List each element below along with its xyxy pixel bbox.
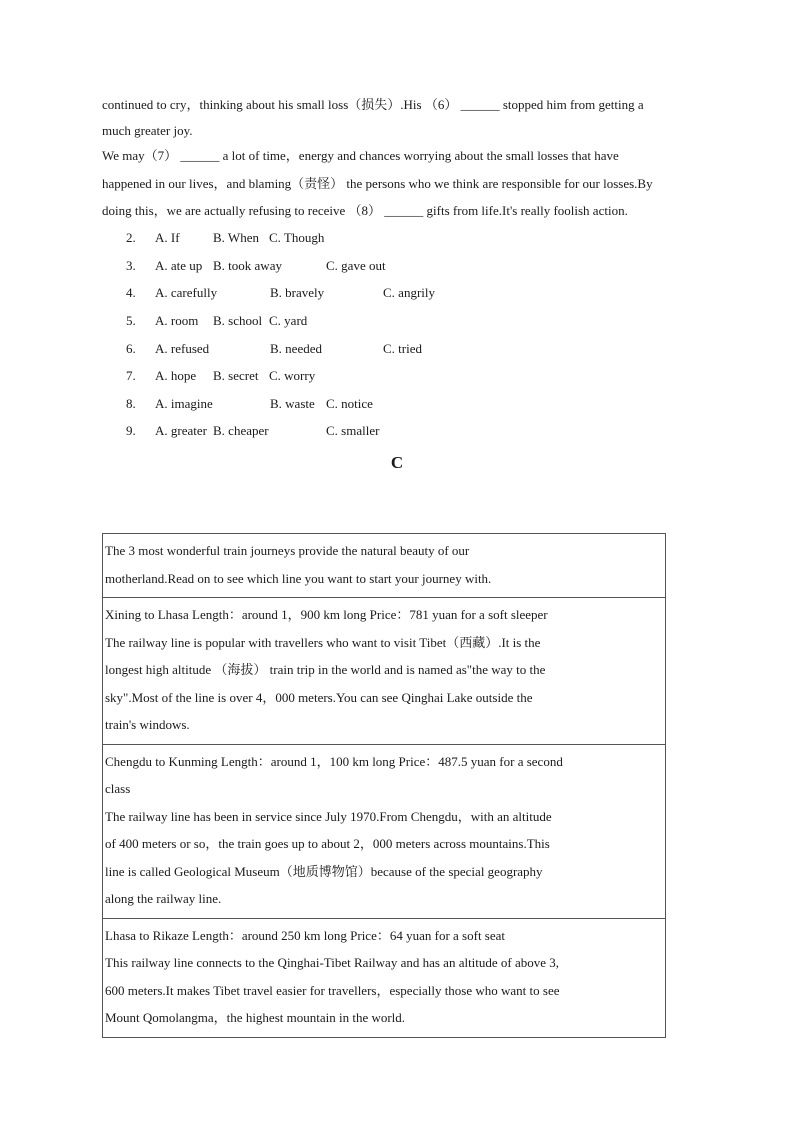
option-b: B. needed: [270, 341, 322, 356]
journey-text: 600 meters.It makes Tibet travel easier for travellers，especially those who want to see: [105, 982, 560, 998]
journey-text: train's windows.: [105, 717, 190, 732]
option-a: A. carefully: [155, 285, 218, 300]
question-number: 6.: [126, 341, 136, 356]
passage-line: continued to cry，thinking about his small loss（损失）.His （6） ______ stopped him from getting a: [102, 97, 644, 112]
journey-text: sky".Most of the line is over 4，000 meters.You can see Qinghai Lake outside the: [105, 689, 533, 705]
table-row: [103, 534, 666, 598]
journey-text: along the railway line.: [105, 891, 222, 906]
question-item: 2. A. If B. When C. Though: [126, 230, 325, 245]
journey-text: This railway line connects to the Qinghai-Tibet Railway and has an altitude of above 3,: [105, 955, 560, 970]
option-b: B. school: [213, 313, 263, 328]
option-c: C. smaller: [326, 423, 380, 438]
question-item: [126, 422, 379, 440]
journey-cell: [103, 918, 666, 1037]
passage-line: doing this，we are actually refusing to receive （8） ______ gifts from life.It's really foolish action.: [102, 203, 628, 218]
question-number: 7.: [126, 368, 136, 383]
journey-text: longest high altitude （海拔） train trip in the world and is named as"the way to the: [105, 662, 546, 677]
journey-cell: [103, 598, 666, 745]
option-c: C. gave out: [326, 258, 386, 273]
journey-cell: [103, 744, 666, 918]
question-item: [126, 395, 373, 413]
journey-text: line is called Geological Museum（地质博物馆）because of the special geography: [105, 863, 543, 879]
option-a: A. hope: [155, 368, 197, 383]
journey-header: Lhasa to Rikaze Length：around 250 km long Price：64 yuan for a soft seat: [105, 927, 506, 943]
journey-header: Chengdu to Kunming Length：around 1，100 km long Price：487.5 yuan for a second: [105, 753, 563, 769]
intro-line: motherland.Read on to see which line you want to start your journey with.: [105, 570, 492, 586]
option-c: C. notice: [326, 396, 373, 411]
table-row: [103, 744, 666, 918]
passage-line: We may（7） ______ a lot of time，energy and chances worrying about the small losses that have: [102, 148, 619, 163]
question-item: [126, 312, 307, 330]
question-number: 9.: [126, 423, 136, 438]
option-a: A. room: [155, 313, 199, 328]
option-a: A. ate up: [155, 258, 203, 273]
train-journeys-table: [102, 533, 666, 1038]
question-number: 8.: [126, 396, 136, 411]
option-a: A. greater: [155, 423, 207, 438]
option-a: A. imagine: [155, 396, 213, 411]
option-b: B. waste: [270, 396, 315, 411]
table-row: [103, 598, 666, 745]
table-row: [103, 918, 666, 1037]
option-b: B. cheaper: [213, 423, 269, 438]
option-a: A. refused: [155, 341, 210, 356]
journey-text: The railway line has been in service since July 1970.From Chengdu，with an altitude: [105, 808, 552, 824]
option-c: C. angrily: [383, 285, 435, 300]
option-c: C. Though: [269, 230, 325, 245]
option-a: A. If: [155, 230, 180, 245]
option-b: B. secret: [213, 368, 259, 383]
intro-line: The 3 most wonderful train journeys provide the natural beauty of our: [105, 543, 470, 558]
option-c: C. worry: [269, 368, 316, 383]
journey-text: Mount Qomolangma，the highest mountain in the world.: [105, 1010, 406, 1025]
question-item: [126, 367, 315, 385]
journey-text: The railway line is popular with travellers who want to visit Tibet（西藏）.It is the: [105, 634, 541, 650]
option-c: C. tried: [383, 341, 422, 356]
question-item: [126, 257, 386, 275]
passage-line: much greater joy.: [102, 123, 193, 138]
intro-cell: [103, 534, 666, 598]
question-number: 5.: [126, 313, 136, 328]
question-number: 3.: [126, 258, 136, 273]
journey-header: class: [105, 781, 131, 796]
option-b: B. took away: [213, 258, 282, 273]
passage-line: happened in our lives，and blaming（责怪） the persons who we think are responsible for our losses.By: [102, 176, 653, 191]
question-item: [126, 340, 422, 358]
question-number: 2.: [126, 230, 136, 245]
question-item: [126, 284, 435, 302]
option-b: B. bravely: [270, 285, 325, 300]
section-heading: C: [390, 453, 404, 472]
option-c: C. yard: [269, 313, 308, 328]
journey-header: Xining to Lhasa Length：around 1，900 km long Price：781 yuan for a soft sleeper: [105, 607, 548, 622]
journey-text: of 400 meters or so，the train goes up to about 2，000 meters across mountains.This: [105, 836, 550, 851]
question-number: 4.: [126, 285, 136, 300]
